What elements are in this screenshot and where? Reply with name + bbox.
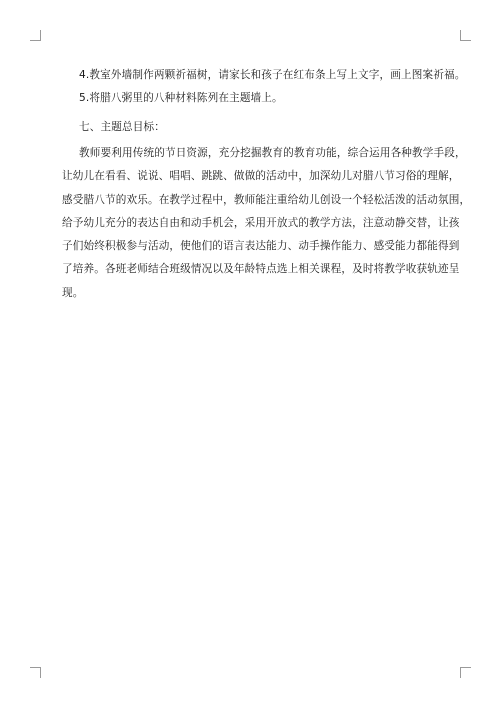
crop-mark-bottom-left (30, 667, 41, 678)
paragraph-line: 让幼儿在看看、说说、唱唱、跳跳、做做的活动中，加深幼儿对腊八节习俗的理解， (62, 170, 460, 183)
document-body (62, 64, 471, 305)
paragraph-line: 教师要利用传统的节日资源，充分挖掘教育的教育功能，综合运用各种教学手段， (79, 147, 466, 159)
paragraph-line: 现。 (62, 286, 84, 299)
section-heading: 七、主题总目标： (79, 121, 165, 133)
paragraph-line: 给予幼儿充分的表达自由和动手机会，采用开放式的教学方法，注意动静交替，让孩 (62, 216, 460, 229)
goal-paragraph (62, 142, 471, 305)
paragraph-line: 了培养。各班老师结合班级情况以及年龄特点选上相关课程，及时将教学收获轨迹呈 (62, 263, 460, 276)
list-item: 4.教室外墙制作两颗祈福树，请家长和孩子在红布条上写上文字，画上图案祈福。 (79, 69, 466, 81)
crop-mark-top-right (460, 30, 471, 41)
paragraph-line: 子们始终积极参与活动，使他们的语言表达能力、动手操作能力、感受能力都能得到 (62, 240, 460, 253)
crop-mark-bottom-right (460, 667, 471, 678)
paragraph-line: 感受腊八节的欢乐。在教学过程中，教师能注重给幼儿创设一个轻松活泼的活动氛围， (62, 193, 471, 206)
crop-mark-top-left (30, 30, 41, 41)
list-item: 5.将腊八粥里的八种材料陈列在主题墙上。 (79, 92, 283, 104)
